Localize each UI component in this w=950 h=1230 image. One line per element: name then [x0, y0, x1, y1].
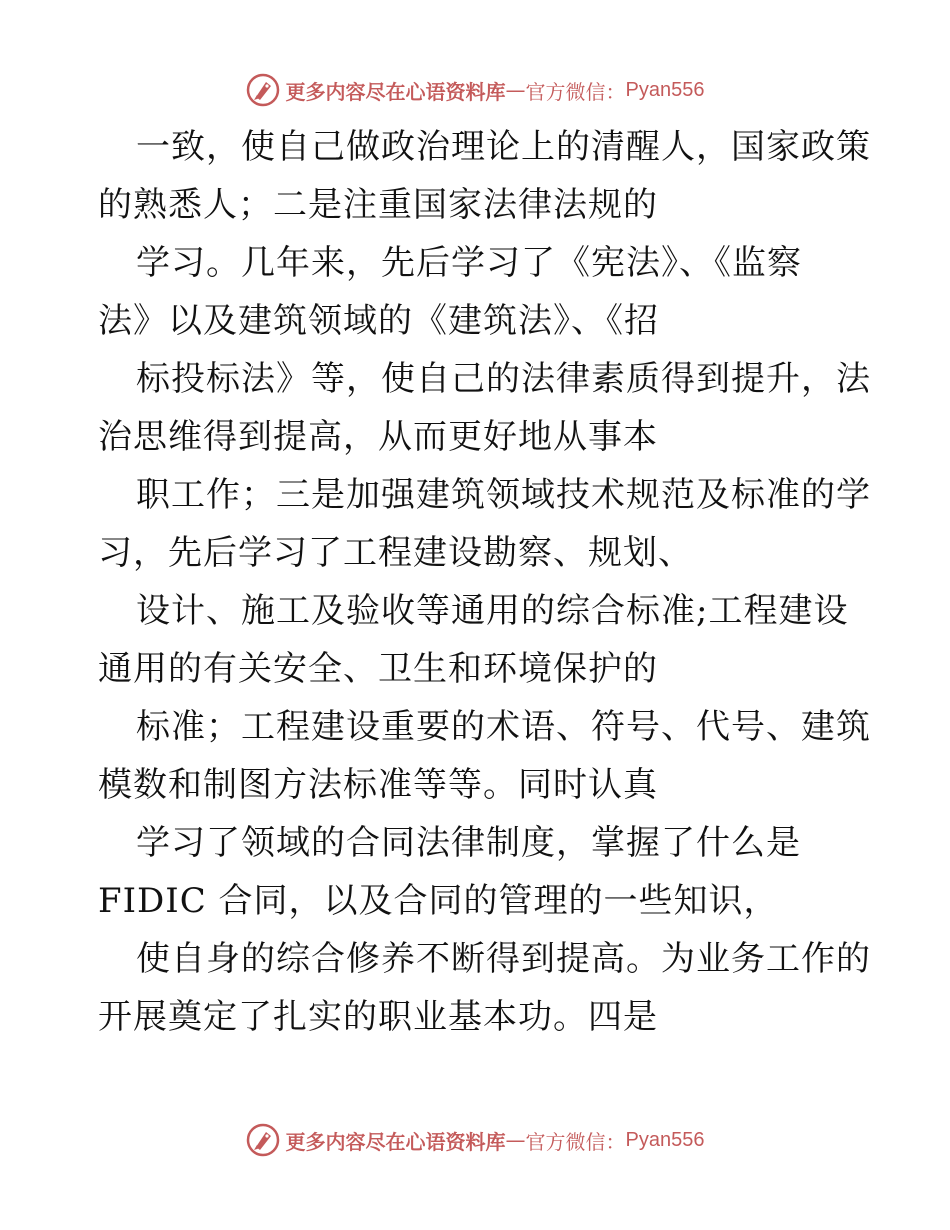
- text-line: 设计、施工及验收等通用的综合标准;工程建设: [136, 591, 849, 631]
- watermark-separator: —: [505, 1128, 526, 1152]
- text-line: 模数和制图方法标准等等。同时认真: [98, 765, 658, 805]
- text-line: 开展奠定了扎实的职业基本功。四是: [98, 997, 658, 1037]
- watermark-site-name: 更多内容尽在心语资料库: [285, 79, 506, 104]
- header-watermark: [0, 72, 950, 108]
- text-line: 习，先后学习了工程建设勘察、规划、: [98, 533, 693, 573]
- text-line: 职工作；三是加强建筑领域技术规范及标准的学: [136, 475, 871, 515]
- text-line: 使自身的综合修养不断得到提高。为业务工作的: [136, 939, 871, 979]
- text-line: 法》以及建筑领域的《建筑法》、《招: [98, 301, 659, 341]
- text-line: 学习。几年来，先后学习了《宪法》、《监察: [136, 243, 802, 283]
- watermark-contact-id: Pyan556: [625, 1128, 705, 1151]
- text-line: 的熟悉人；二是注重国家法律法规的: [98, 185, 658, 225]
- watermark-contact-label: 官方微信：: [525, 79, 626, 104]
- text-line: 一致，使自己做政治理论上的清醒人，国家政策: [136, 127, 871, 167]
- text-line: FIDIC 合同，以及合同的管理的一些知识，: [98, 881, 779, 921]
- watermark-site-name: 更多内容尽在心语资料库: [285, 1129, 506, 1154]
- text-line: 通用的有关安全、卫生和环境保护的: [98, 649, 658, 689]
- text-line: 学习了领域的合同法律制度，掌握了什么是: [136, 823, 801, 863]
- footer-watermark: [0, 1122, 950, 1158]
- watermark-contact-id: Pyan556: [625, 78, 705, 101]
- pen-nib-logo-icon: [246, 73, 280, 107]
- pen-nib-logo-icon: [246, 1123, 280, 1157]
- watermark-contact-label: 官方微信：: [525, 1129, 626, 1154]
- text-line: 治思维得到提高，从而更好地从事本: [98, 417, 658, 457]
- text-line: 标投标法》等，使自己的法律素质得到提升，法: [136, 359, 871, 399]
- text-line: 标准；工程建设重要的术语、符号、代号、建筑: [136, 707, 871, 747]
- document-body: [98, 118, 871, 1046]
- watermark-separator: —: [505, 78, 526, 102]
